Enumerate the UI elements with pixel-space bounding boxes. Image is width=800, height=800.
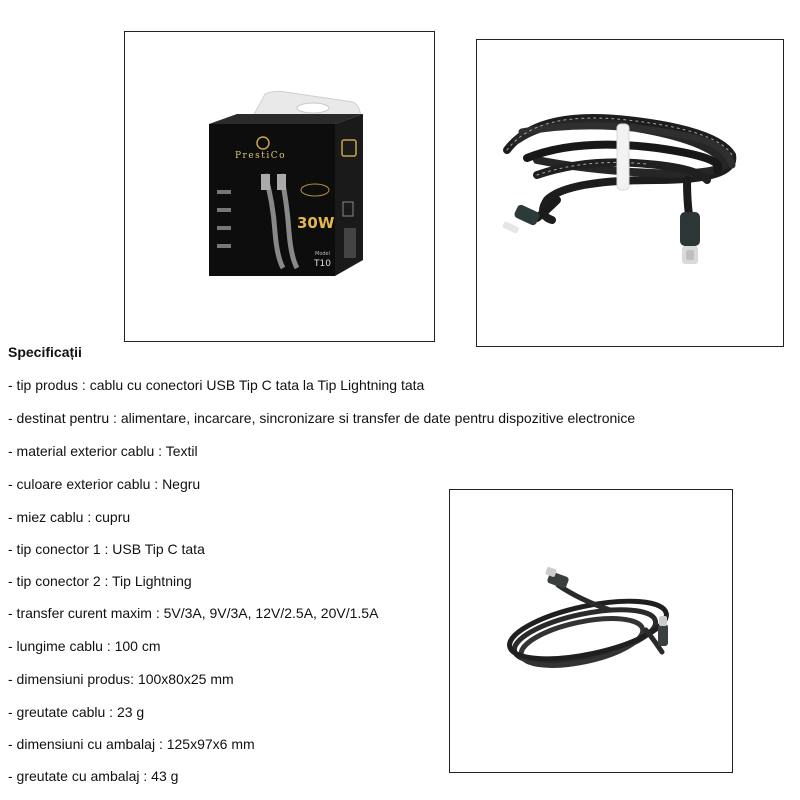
spec-item: - lungime cablu : 100 cm [8,638,161,654]
spec-item: - greutate cu ambalaj : 43 g [8,768,179,784]
cable-loop-image [449,489,733,773]
spec-item: - culoare exterior cablu : Negru [8,476,201,492]
spec-item: - tip conector 2 : Tip Lightning [8,573,192,589]
brand-text: PrestiCo [235,151,287,161]
spec-item: - destinat pentru : alimentare, incarcare, sincronizare si transfer de date pentru dispozitive electronice [8,410,636,426]
power-text: 30W [297,214,335,232]
model-text: T10 [314,259,331,269]
packaging-image [124,31,435,342]
specifications-heading: Specificații [8,344,82,360]
spec-item: - transfer curent maxim : 5V/3A, 9V/3A, 12V/2.5A, 20V/1.5A [8,605,379,621]
cable-coil-image [476,39,784,347]
spec-item: - dimensiuni cu ambalaj : 125x97x6 mm [8,736,255,752]
model-label-text: Model [315,251,331,257]
cable-loop-illustration [450,490,732,772]
spec-item: - material exterior cablu : Textil [8,443,198,459]
spec-item: - greutate cablu : 23 g [8,704,145,720]
packaging-box-illustration [125,32,434,341]
spec-item: - tip produs : cablu cu conectori USB Tip C tata la Tip Lightning tata [8,377,425,393]
spec-item: - miez cablu : cupru [8,509,131,525]
spec-item: - tip conector 1 : USB Tip C tata [8,541,205,557]
spec-item: - dimensiuni produs: 100x80x25 mm [8,671,234,687]
cable-coil-illustration [477,40,783,346]
